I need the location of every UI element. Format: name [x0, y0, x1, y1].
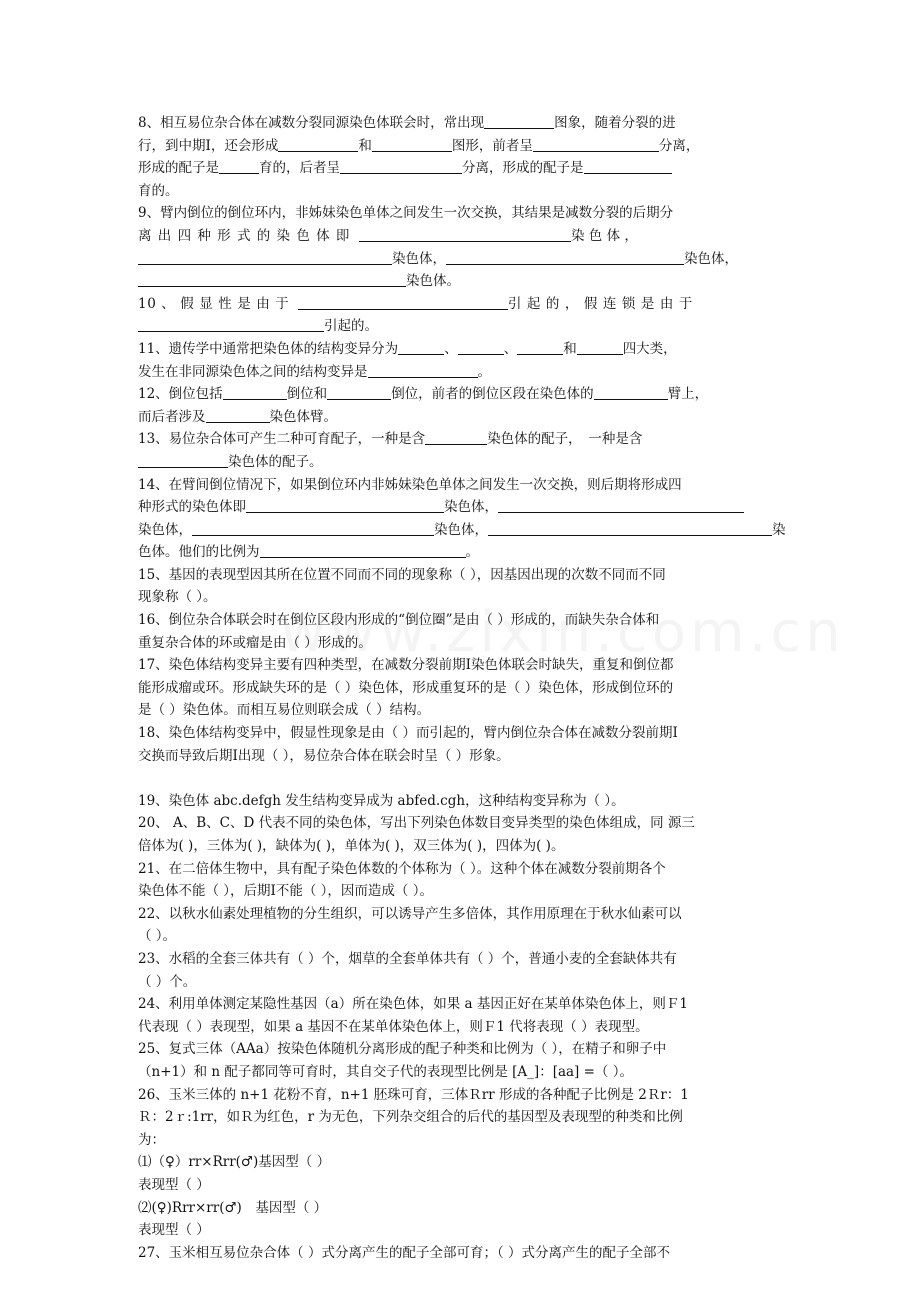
- q9-line-2: 离 出 四 种 形 式 的 染 色 体 即 染 色 体 ，: [138, 227, 638, 244]
- blank[interactable]: [577, 340, 623, 355]
- q13-line-1: 13、易位杂合体可产生二种可育配子，一种是含 染色体的配子， 一种是含: [138, 431, 643, 448]
- blank[interactable]: [219, 159, 259, 174]
- q12-line-2: 而后者涉及 染色体臂。: [138, 408, 337, 425]
- blank[interactable]: [398, 340, 444, 355]
- blank[interactable]: [484, 114, 554, 129]
- q25-line-2: （n+1）和 n 配子都同等可育时，其自交子代的表现型比例是 [A_]：[aa] =（ ）。: [138, 1063, 633, 1080]
- q24-line-2: 代表现（ ）表现型，如果 a 基因不在某单体染色体上，则Ｆ1 代将表现（ ）表现型。: [138, 1018, 649, 1035]
- q15-line-1: 15、基因的表现型因其所在位置不同而不同的现象称（ ），因基因出现的次数不同而不同: [138, 566, 666, 583]
- q26-line-1: 26、玉米三体的 n+1 花粉不育，n+1 胚珠可育，三体Ｒrr 形成的各种配子比例是 2Ｒr：1: [138, 1086, 689, 1103]
- q22-line-2: （ ）。: [138, 928, 177, 945]
- q16-line-2: 重复杂合体的环或瘤是由（ ）形成的。: [138, 634, 372, 651]
- blank[interactable]: [327, 385, 391, 400]
- q23-line-2: （ ）个。: [138, 973, 197, 990]
- q8-line-2: 行，到中期Ⅰ，还会形成 和 图形，前者呈 分离，: [138, 137, 700, 154]
- blank[interactable]: [138, 453, 228, 468]
- blank[interactable]: [192, 521, 434, 536]
- q11-line-2: 发生在非同源染色体之间的结构变异是 。: [138, 363, 491, 380]
- q27-line-1: 27、玉米相互易位杂合体（ ）式分离产生的配子全部可育；（ ）式分离产生的配子全部不: [138, 1244, 671, 1261]
- q10-line-2: 引起的。: [138, 315, 790, 338]
- q25-line-1: 25、复式三体（AAa）按染色体随机分离形成的配子种类和比例为（ ），在精子和卵子中: [138, 1041, 667, 1058]
- q19-line-1: 19、染色体 abc.defgh 发生结构变异成为 abfed.cgh，这种结构变异称为（ ）。: [138, 792, 625, 809]
- q17-line-3: 是（ ）染色体。而相互易位则联会成（ ）结构。: [138, 702, 431, 719]
- q14-line-3: 染色体， 染色体， 染: [138, 521, 786, 538]
- blank[interactable]: [138, 272, 406, 287]
- q22-line-1: 22、以秋水仙素处理植物的分生组织，可以诱导产生多倍体，其作用原理在于秋水仙素可以: [138, 905, 682, 922]
- q8-line-3: 形成的配子是 育的，后者呈 分离，形成的配子是: [138, 157, 790, 180]
- blank[interactable]: [458, 340, 504, 355]
- q14-line-1: 14、在臂间倒位情况下，如果倒位环内非姊妹染色单体之间发生一次交换，则后期将形成四: [138, 476, 682, 493]
- blank[interactable]: [260, 543, 466, 558]
- blank[interactable]: [517, 340, 563, 355]
- blank[interactable]: [446, 250, 684, 265]
- spacer: [138, 767, 790, 790]
- q16-line-1: 16、倒位杂合体联会时在倒位区段内形成的“倒位圈”是由（ ）形成的，而缺失杂合体和: [138, 612, 660, 629]
- q21-line-1: 21、在二倍体生物中，具有配子染色体数的个体称为（ ）。这种个体在减数分裂前期各个: [138, 860, 666, 877]
- blank[interactable]: [138, 317, 324, 332]
- blank[interactable]: [533, 137, 659, 152]
- q14-line-4: 色体。他们的比例为 。: [138, 544, 479, 561]
- q9-line-1: 9、臂内倒位的倒位环内，非姊妹染色单体之间发生一次交换，其结果是减数分裂的后期分: [138, 205, 674, 222]
- blank[interactable]: [594, 385, 668, 400]
- q10-line-1: 10 、 假 显 性 是 由 于 引 起 的 ， 假 连 锁 是 由 于: [138, 295, 693, 312]
- blank[interactable]: [246, 498, 444, 513]
- q20-line-2: 倍体为( )，三体为( )，缺体为( )，单体为( )，双三体为( )，四体为( )。: [138, 838, 565, 854]
- blank[interactable]: [368, 363, 478, 378]
- blank[interactable]: [488, 521, 772, 536]
- blank[interactable]: [498, 498, 744, 513]
- q24-line-1: 24、利用单体测定某隐性基因（a）所在染色体，如果 a 基因正好在某单体染色体上，则Ｆ1: [138, 996, 688, 1013]
- blank[interactable]: [584, 159, 672, 174]
- q26-line-7: 表现型（ ）: [138, 1222, 210, 1239]
- q26-line-3: 为：: [138, 1131, 165, 1148]
- q17-line-1: 17、染色体结构变异主要有四种类型，在减数分裂前期Ⅰ染色体联会时缺失，重复和倒位都: [138, 657, 674, 674]
- blank[interactable]: [206, 408, 270, 423]
- blank[interactable]: [372, 137, 452, 152]
- q13-line-2: 染色体的配子。: [138, 451, 790, 474]
- q17-line-2: 能形成瘤或环。形成缺失环的是（ ）染色体，形成重复环的是（ ）染色体，形成倒位环的: [138, 679, 674, 696]
- blank[interactable]: [340, 159, 462, 174]
- q26-line-2: Ｒ：2ｒ:1rr，如Ｒ为红色，r 为无色，下列杂交组合的后代的基因型及表现型的种类和比例: [138, 1109, 683, 1126]
- blank[interactable]: [278, 137, 358, 152]
- blank[interactable]: [138, 250, 392, 265]
- q18-line-1: 18、染色体结构变异中，假显性现象是由（ ）而引起的，臂内倒位杂合体在减数分裂前期Ⅰ: [138, 725, 678, 742]
- q15-line-2: 现象称（ ）。: [138, 589, 217, 606]
- question-sheet: [138, 112, 790, 1264]
- q26-line-4: ⑴（♀）rr×Rrr(♂)基因型（ ）: [138, 1154, 331, 1171]
- q8-line-1: 8、相互易位杂合体在减数分裂同源染色体联会时，常出现 图象，随着分裂的进: [138, 115, 676, 131]
- q26-line-6: ⑵(♀)Rrr×rr(♂) 基因型（ ）: [138, 1199, 328, 1216]
- q12-line-1: 12、倒位包括 倒位和 倒位，前者的倒位区段在染色体的 臂上，: [138, 386, 709, 403]
- blank[interactable]: [425, 430, 487, 445]
- blank[interactable]: [223, 385, 287, 400]
- q8-line-4: 育的。: [138, 182, 179, 199]
- q23-line-1: 23、水稻的全套三体共有（ ）个，烟草的全套单体共有（ ）个，普通小麦的全套缺体共有: [138, 950, 677, 967]
- q9-line-4: 染色体。: [138, 270, 790, 293]
- blank[interactable]: [359, 227, 571, 242]
- q26-line-5: 表现型（ ）: [138, 1176, 210, 1193]
- blank[interactable]: [298, 295, 508, 310]
- q18-line-2: 交换而导致后期Ⅰ出现（ ），易位杂合体在联会时呈（ ）形象。: [138, 747, 510, 764]
- q9-line-3: 染色体， 染色体，: [138, 248, 790, 271]
- q21-line-2: 染色体不能（ ），后期Ⅰ不能（ ），因而造成（ ）。: [138, 883, 433, 900]
- q20-line-1: 20、 A、B、C、D 代表不同的染色体，写出下列染色体数目变异类型的染色体组成，同 源三: [138, 815, 695, 832]
- q11-line-1: 11、遗传学中通常把染色体的结构变异分为 、 、 和 四大类，: [138, 340, 677, 357]
- q14-line-2: 种形式的染色体即 染色体，: [138, 496, 790, 519]
